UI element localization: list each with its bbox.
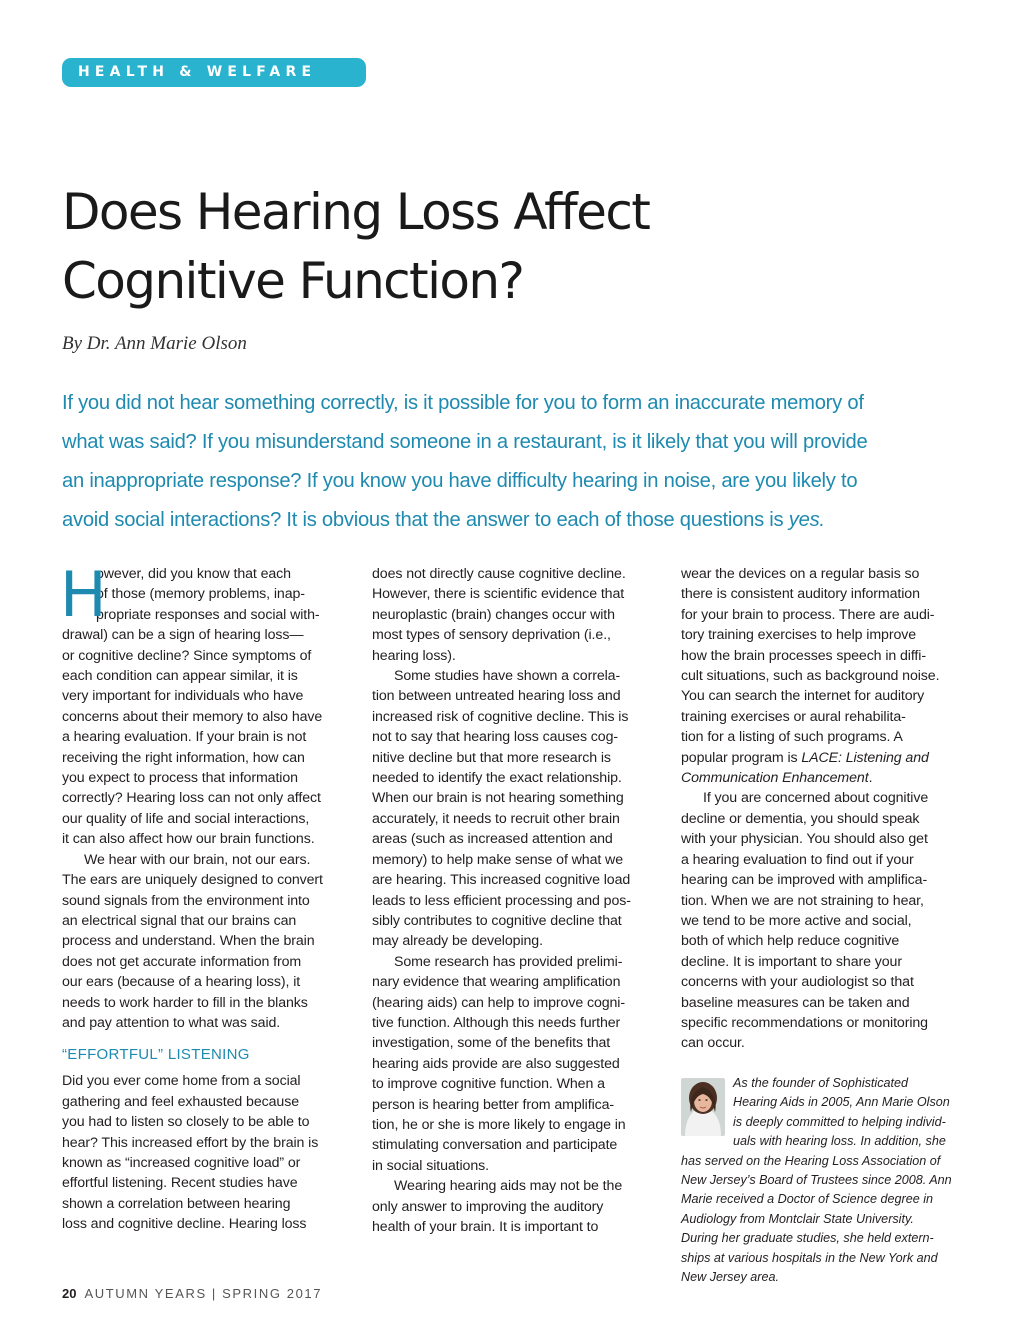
title-line-1: Does Hearing Loss Affect (62, 183, 650, 241)
lead-line: what was said? If you misunderstand someone in a restaurant, is it likely that you will provide (62, 431, 868, 453)
body-line: tion for a listing of such programs. A (681, 729, 903, 746)
column-2 (372, 564, 662, 1237)
body-line: We hear with our brain, not our ears. (84, 851, 311, 868)
body-line: training exercises or aural rehabilita- (681, 708, 906, 725)
body-line: receiving the right information, how can (62, 749, 305, 766)
body-line: hear? This increased effort by the brain is (62, 1134, 319, 1151)
body-line: concerns about their memory to also have (62, 708, 323, 725)
lead-line: If you did not hear something correctly, is it possible for you to form an inaccurate memory of (62, 392, 864, 414)
lead-line: an inappropriate response? If you know you have difficulty hearing in noise, are you likely to (62, 470, 858, 492)
program-period: . (868, 770, 873, 787)
body-line: a hearing evaluation. If your brain is not (62, 729, 307, 746)
body-line: tion between untreated hearing loss and (372, 688, 621, 705)
body-line: Some research has provided prelimi- (394, 953, 623, 970)
program-prefix: popular program is (681, 749, 802, 766)
publication-info: AUTUMN YEARS | SPRING 2017 (84, 1286, 323, 1301)
body-line: most types of sensory deprivation (i.e., (372, 627, 611, 644)
section-tag: HEALTH & WELFARE (62, 58, 366, 87)
program-name: LACE: Listening and (801, 749, 929, 766)
body-line: does not directly cause cognitive decline. (372, 566, 626, 582)
body-line: does not get accurate information from (62, 953, 302, 970)
body-line: tive function. Although this needs further (372, 1014, 621, 1031)
column-3 (681, 564, 971, 1054)
body-line: known as “increased cognitive load” or (62, 1154, 301, 1171)
bio-line: New Jersey area. (681, 1270, 779, 1285)
body-line: our quality of life and social interactions, (62, 810, 310, 827)
body-line: needed to identify the exact relationship. (372, 770, 622, 787)
body-line: may already be developing. (372, 933, 543, 950)
body-line: of those (memory problems, inap- (96, 586, 305, 603)
body-line: each condition can appear similar, it is (62, 668, 298, 685)
body-line: drawal) can be a sign of hearing loss— (62, 627, 304, 644)
body-line: or cognitive decline? Since symptoms of (62, 647, 312, 664)
body-line: both of which help reduce cognitive (681, 933, 900, 950)
body-line: sibly contributes to cognitive decline that (372, 912, 622, 929)
body-line: cult situations, such as background noise. (681, 668, 940, 685)
page-footer (62, 1286, 322, 1301)
body-line: with your physician. You should also get (681, 831, 928, 848)
page-number: 20 (62, 1286, 77, 1301)
program-name: Communication Enhancement (681, 770, 869, 787)
body-line: person is hearing better from amplifica- (372, 1096, 615, 1113)
body-line: However, there is scientific evidence that (372, 586, 625, 603)
byline: By Dr. Ann Marie Olson (62, 333, 247, 354)
body-line: decline or dementia, you should speak (681, 810, 920, 827)
body-line: an electrical signal that our brains can (62, 912, 297, 929)
body-line (681, 748, 971, 768)
lead-last-text: avoid social interactions? It is obvious that the answer to each of those questions is (62, 509, 789, 531)
body-line: stimulating conversation and participate (372, 1137, 618, 1154)
body-line: areas (such as increased attention and (372, 831, 613, 848)
body-line: If you are concerned about cognitive (703, 790, 929, 807)
body-line: and pay attention to what was said. (62, 1014, 281, 1031)
body-line: nitive decline but that more research is (372, 749, 611, 766)
body-line: we tend to be more active and social, (681, 912, 912, 929)
body-line: increased risk of cognitive decline. This is (372, 708, 629, 725)
paragraph (62, 625, 352, 849)
body-line: memory) to help make sense of what we (372, 851, 623, 868)
body-line: tion. When we are not straining to hear, (681, 892, 924, 909)
body-line: wear the devices on a regular basis so (681, 566, 920, 582)
body-line: there is consistent auditory information (681, 586, 920, 603)
body-line: owever, did you know that each (96, 566, 291, 582)
body-line: hearing can be improved with amplifica- (681, 872, 928, 889)
body-line: investigation, some of the benefits that (372, 1035, 611, 1052)
paragraph (62, 850, 352, 1034)
body-line: accurately, it needs to recruit other brain (372, 810, 620, 827)
body-line: for your brain to process. There are audi- (681, 606, 935, 623)
body-line: tion, he or she is more likely to engage in (372, 1116, 626, 1133)
body-line: it can also affect how our brain functions. (62, 831, 315, 848)
body-line: loss and cognitive decline. Hearing loss (62, 1216, 307, 1233)
bio-line: Marie received a Doctor of Science degree in (681, 1192, 934, 1207)
dropcap-block (60, 558, 352, 631)
dropcap-letter: H (60, 558, 107, 631)
body-line: can occur. (681, 1035, 745, 1052)
body-line: Did you ever come home from a social (62, 1073, 301, 1090)
body-line: gathering and feel exhausted because (62, 1093, 299, 1110)
paragraph (62, 1071, 352, 1234)
bio-line: has served on the Hearing Loss Association of (681, 1153, 941, 1168)
body-line: effortful listening. Recent studies have (62, 1175, 298, 1192)
paragraph (372, 564, 662, 666)
body-line: decline. It is important to share your (681, 953, 902, 970)
column-1 (60, 558, 352, 1235)
lead-emphasis: yes. (788, 509, 825, 531)
bio-line: Audiology from Montclair State University. (681, 1211, 914, 1226)
body-line: not to say that hearing loss causes cog- (372, 729, 618, 746)
body-line: nary evidence that wearing amplification (372, 974, 621, 991)
body-line: health of your brain. It is important to (372, 1219, 599, 1235)
body-line: Wearing hearing aids may not be the (394, 1178, 623, 1195)
body-line: needs to work harder to fill in the blanks (62, 994, 308, 1011)
body-line: only answer to improving the auditory (372, 1198, 604, 1215)
body-line: correctly? Hearing loss can not only affect (62, 790, 321, 807)
title-line-2: Cognitive Function? (62, 252, 524, 310)
body-line (681, 768, 971, 788)
bio-line: During her graduate studies, she held extern- (681, 1231, 934, 1246)
body-line: concerns with your audiologist so that (681, 974, 914, 991)
body-line: you had to listen so closely to be able to (62, 1114, 310, 1131)
bio-line: is deeply committed to helping individ- (733, 1114, 946, 1129)
body-line: The ears are uniquely designed to convert (62, 872, 323, 889)
paragraph (681, 748, 971, 789)
paragraph (372, 1176, 662, 1237)
body-line: When our brain is not hearing something (372, 790, 624, 807)
body-line: hearing loss). (372, 647, 456, 664)
paragraph (681, 564, 971, 748)
body-line: in social situations. (372, 1157, 489, 1174)
body-line: leads to less efficient processing and pos- (372, 892, 631, 909)
body-line: shown a correlation between hearing (62, 1195, 291, 1212)
author-bio (681, 1074, 971, 1287)
body-line: to improve cognitive function. When a (372, 1076, 605, 1093)
body-line: a hearing evaluation to find out if your (681, 851, 914, 868)
lead-line (62, 501, 962, 540)
body-line: are hearing. This increased cognitive load (372, 872, 631, 889)
body-line: tory training exercises to help improve (681, 627, 917, 644)
body-line: how the brain processes speech in diffi- (681, 647, 926, 664)
body-line: hearing aids provide are also suggested (372, 1055, 620, 1072)
bio-line: ships at various hospitals in the New York and (681, 1250, 938, 1265)
bio-line: uals with hearing loss. In addition, she (733, 1134, 946, 1149)
body-line: (hearing aids) can help to improve cogni- (372, 994, 625, 1011)
bio-line: As the founder of Sophisticated (733, 1076, 909, 1090)
body-line: neuroplastic (brain) changes occur with (372, 606, 615, 623)
body-line: sound signals from the environment into (62, 892, 310, 909)
body-line: you expect to process that information (62, 770, 298, 787)
body-line: propriate responses and social with- (96, 606, 320, 623)
body-line: specific recommendations or monitoring (681, 1014, 928, 1031)
paragraph (372, 952, 662, 1176)
body-line: Some studies have shown a correla- (394, 668, 621, 685)
bio-line: New Jersey’s Board of Trustees since 2008. Ann (681, 1173, 952, 1188)
paragraph (372, 666, 662, 952)
body-line: our ears (because of a hearing loss), it (62, 974, 301, 991)
article-title (62, 178, 962, 316)
lead-paragraph (62, 384, 962, 540)
body-line: very important for individuals who have (62, 688, 304, 705)
body-line: process and understand. When the brain (62, 933, 315, 950)
subheading-effortful-listening: “EFFORTFUL” LISTENING (62, 1046, 250, 1064)
paragraph (681, 788, 971, 1053)
body-line: You can search the internet for auditory (681, 688, 925, 705)
bio-line: Hearing Aids in 2005, Ann Marie Olson (733, 1095, 950, 1110)
body-line: baseline measures can be taken and (681, 994, 910, 1011)
